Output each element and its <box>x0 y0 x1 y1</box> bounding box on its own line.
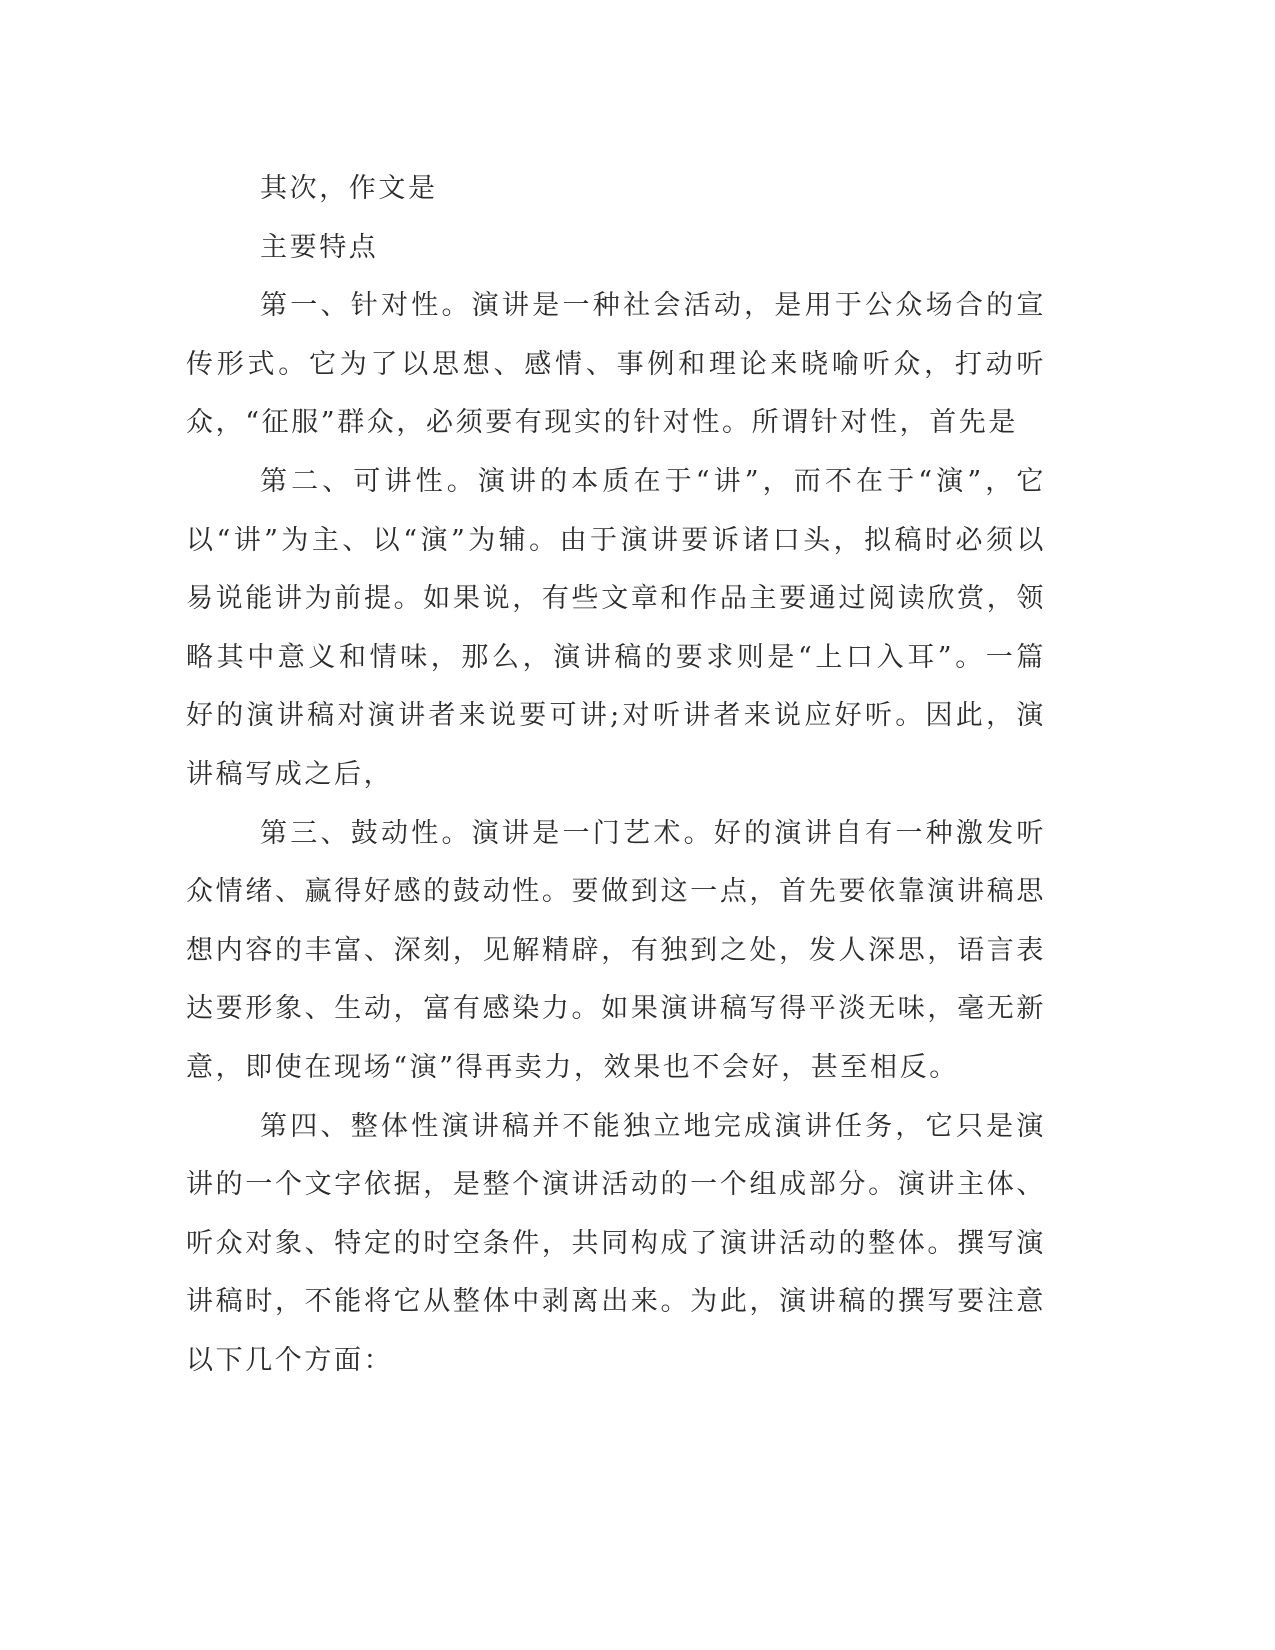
document-body <box>186 160 1046 1390</box>
paragraph-point-2: 第二、可讲性。演讲的本质在于“讲”，而不在于“演”，它以“讲”为主、以“演”为辅。由于演讲要诉诸口头，拟稿时必须以易说能讲为前提。如果说，有些文章和作品主要通过阅读欣赏，领略其中意义和情味，那么，演讲稿的要求则是“上口入耳”。一篇好的演讲稿对演讲者来说要可讲;对听讲者来说应好听。因此，演讲稿写成之后， <box>186 465 1046 790</box>
paragraph-intro: 其次，作文是 <box>260 173 438 204</box>
paragraph-point-4: 第四、整体性演讲稿并不能独立地完成演讲任务，它只是演讲的一个文字依据，是整个演讲活动的一个组成部分。演讲主体、听众对象、特定的时空条件，共同构成了演讲活动的整体。撰写演讲稿时，不能将它从整体中剥离出来。为此，演讲稿的撰写要注意以下几个方面： <box>186 1110 1046 1376</box>
paragraph-point-3: 第三、鼓动性。演讲是一门艺术。好的演讲自有一种激发听众情绪、赢得好感的鼓动性。要做到这一点，首先要依靠演讲稿思想内容的丰富、深刻，见解精辟，有独到之处，发人深思，语言表达要形象、生动，富有感染力。如果演讲稿写得平淡无味，毫无新意，即使在现场“演”得再卖力，效果也不会好，甚至相反。 <box>186 817 1046 1083</box>
paragraph-point-1: 第一、针对性。演讲是一种社会活动，是用于公众场合的宣传形式。它为了以思想、感情、事例和理论来晓喻听众，打动听众，“征服”群众，必须要有现实的针对性。所谓针对性，首先是 <box>186 290 1046 439</box>
paragraph-heading-features: 主要特点 <box>260 231 379 263</box>
